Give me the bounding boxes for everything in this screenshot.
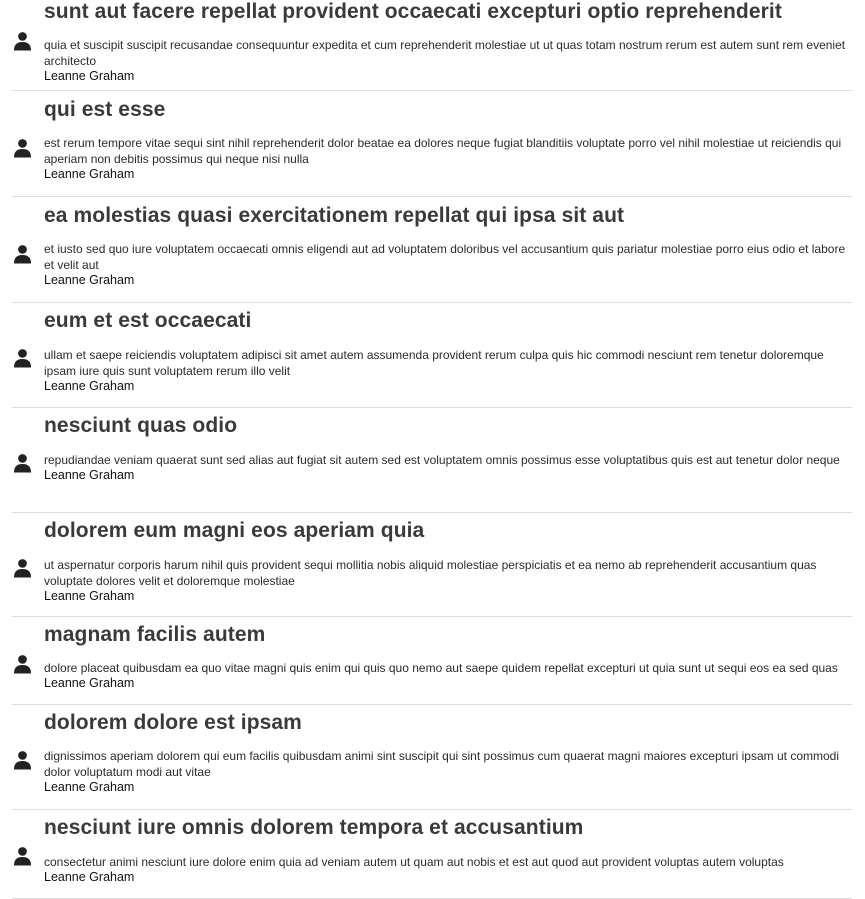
post-item <box>12 518 852 617</box>
post-body: ut aspernatur corporis harum nihil quis provident sequi mollitia nobis aliquid molestiae perspiciatis et ea nemo ab reprehenderit accusantium quas voluptate dolores velit et doloremque molestiae <box>44 558 817 588</box>
post-title: qui est esse <box>44 98 166 121</box>
post-item <box>12 413 852 513</box>
user-icon <box>13 138 32 158</box>
post-author: Leanne Graham <box>44 676 135 690</box>
post-item <box>12 97 852 197</box>
post-body: dignissimos aperiam dolorem qui eum facilis quibusdam animi sint suscipit qui sint possimus cum quaerat magni maiores excepturi ipsam ut commodi dolor voluptatum modi aut vitae <box>44 749 839 779</box>
user-icon <box>13 244 32 264</box>
post-author: Leanne Graham <box>44 379 135 393</box>
post-item <box>12 815 852 899</box>
post-body: consectetur animi nesciunt iure dolore enim quia ad veniam autem ut quam aut nobis et est aut quod aut provident voluptas autem voluptas <box>44 855 784 869</box>
post-author: Leanne Graham <box>44 468 135 482</box>
post-title: magnam facilis autem <box>44 623 266 646</box>
post-item <box>12 0 852 91</box>
post-item <box>12 710 852 810</box>
post-author: Leanne Graham <box>44 870 135 884</box>
post-author: Leanne Graham <box>44 589 135 603</box>
post-title: eum et est occaecati <box>44 309 252 332</box>
post-list <box>12 0 852 899</box>
post-author: Leanne Graham <box>44 780 135 794</box>
post-author: Leanne Graham <box>44 273 135 287</box>
post-author: Leanne Graham <box>44 167 135 181</box>
post-body: dolore placeat quibusdam ea quo vitae magni quis enim qui quis quo nemo aut saepe quidem repellat excepturi ut quia sunt ut sequi eos ea sed quas <box>44 661 838 675</box>
post-body: et iusto sed quo iure voluptatem occaecati omnis eligendi aut ad voluptatem doloribus vel accusantium quis pariatur molestiae porro eius odio et labore et velit aut <box>44 242 846 272</box>
post-title: ea molestias quasi exercitationem repellat qui ipsa sit aut <box>44 204 625 227</box>
user-icon <box>13 558 32 578</box>
post-item <box>12 203 852 303</box>
user-icon <box>13 846 32 866</box>
user-icon <box>13 31 32 51</box>
post-body: ullam et saepe reiciendis voluptatem adipisci sit amet autem assumenda provident rerum culpa quis hic commodi nesciunt rem tenetur doloremque ipsam iure quis sunt voluptatem rerum illo velit <box>44 348 824 378</box>
post-title: nesciunt iure omnis dolorem tempora et accusantium <box>44 816 584 839</box>
user-icon <box>13 348 32 368</box>
post-author: Leanne Graham <box>44 69 135 83</box>
post-body: quia et suscipit suscipit recusandae consequuntur expedita et cum reprehenderit molestiae ut ut quas totam nostrum rerum est autem sunt rem eveniet architecto <box>44 38 846 68</box>
post-title: sunt aut facere repellat provident occaecati excepturi optio reprehenderit <box>44 0 782 23</box>
user-icon <box>13 654 32 674</box>
user-icon <box>13 750 32 770</box>
user-icon <box>13 453 32 473</box>
post-title: dolorem dolore est ipsam <box>44 711 302 734</box>
post-item <box>12 308 852 408</box>
post-body: est rerum tempore vitae sequi sint nihil reprehenderit dolor beatae ea dolores neque fugiat blanditiis voluptate porro vel nihil molestiae ut reiciendis qui aperiam non debitis possimus qui neque nisi nulla <box>44 136 842 166</box>
post-body: repudiandae veniam quaerat sunt sed alias aut fugiat sit autem sed est voluptatem omnis possimus esse voluptatibus quis est aut tenetur dolor neque <box>44 453 840 467</box>
post-title: dolorem eum magni eos aperiam quia <box>44 519 425 542</box>
post-item <box>12 622 852 705</box>
post-title: nesciunt quas odio <box>44 414 238 437</box>
